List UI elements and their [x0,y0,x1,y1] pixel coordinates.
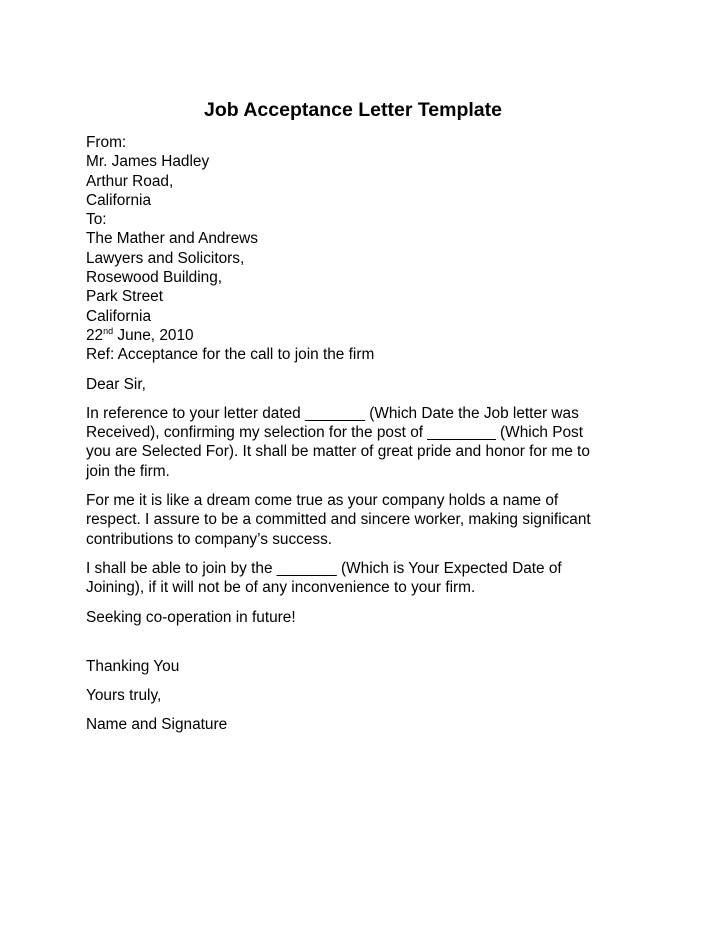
letter-body [86,133,646,735]
sender-block [86,133,646,210]
paragraph-2 [86,491,646,549]
paragraph-2-line: respect. I assure to be a committed and sincere worker, making significant [86,511,591,529]
sender-name: Mr. James Hadley [86,153,210,171]
paragraph-1-line: join the firm. [86,462,170,480]
closing-signature: Name and Signature [86,716,228,734]
recipient-block [86,210,646,326]
recipient-company: The Mather and Andrews [86,230,258,248]
paragraph-3-line: I shall be able to join by the _______ (Which is Your Expected Date of [86,559,562,577]
paragraph-1-line: In reference to your letter dated _______ (Which Date the Job letter was [86,404,579,422]
sender-label: From: [86,134,127,151]
paragraph-1 [86,404,646,481]
recipient-firm-type: Lawyers and Solicitors, [86,249,245,267]
reference-line: Ref: Acceptance for the call to join the firm [86,346,375,364]
recipient-state: California [86,307,152,325]
sender-state: California [86,191,152,209]
paragraph-1-line: you are Selected For). It shall be matter of great pride and honor for me to [86,443,590,461]
date-rest: June, 2010 [113,326,194,344]
paragraph-4: Seeking co-operation in future! [86,608,296,626]
paragraph-3-line: Joining), if it will not be of any inconvenience to your firm. [86,579,476,597]
closing-sign-off: Yours truly, [86,687,162,705]
sender-street: Arthur Road, [86,172,174,190]
date-ordinal-suffix: nd [103,325,114,336]
paragraph-3 [86,559,646,598]
recipient-label: To: [86,211,107,229]
paragraph-2-line: contributions to company’s success. [86,530,333,548]
letter-date [86,326,646,345]
date-day: 22 [86,326,104,344]
paragraph-2-line: For me it is like a dream come true as your company holds a name of [86,492,559,510]
paragraph-1-line: Received), confirming my selection for the post of ________ (Which Post [86,424,584,442]
recipient-street: Park Street [86,288,163,306]
closing-thanks: Thanking You [86,657,180,675]
document-title: Job Acceptance Letter Template [203,99,502,121]
salutation: Dear Sir, [86,375,146,393]
recipient-building: Rosewood Building, [86,269,223,287]
